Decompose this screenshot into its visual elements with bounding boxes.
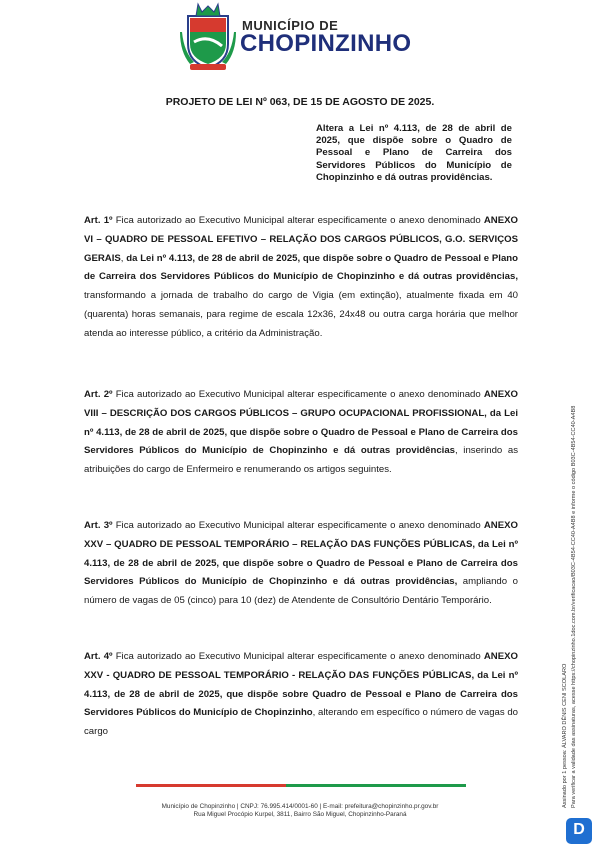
article-4-label: Art. 4º	[84, 651, 113, 662]
brand-small-text: MUNICÍPIO DE	[242, 18, 339, 33]
1doc-badge-icon	[566, 818, 592, 844]
article-4-bold-1: ANEXO XXV - QUADRO DE PESSOAL TEMPORÁRIO - RELAÇÃO DAS FUNÇÕES PÚBLICAS, da Lei nº 4.113, de 28 de abril de 2025, que dispõe sobre Quadro de Pessoal e Plano de Carreira dos Servidores Públicos do Município de Chopinzinho	[84, 651, 518, 719]
article-1-bold-2: da Lei nº 4.113, de 28 de abril de 2025, que dispõe sobre o Quadro de Pessoal e Plano de Carreira dos Servidores Públicos do Município de Chopinzinho e dá outras providências,	[84, 252, 518, 283]
article-2-text-1: Fica autorizado ao Executivo Municipal alterar especificamente o anexo denominado	[112, 389, 484, 400]
document-title: PROJETO DE LEI Nº 063, DE 15 DE AGOSTO DE 2025.	[165, 96, 435, 108]
header	[180, 2, 440, 72]
article-4-text-2: , alterando em específico o número de vagas do cargo	[84, 707, 518, 738]
brand-name: CHOPINZINHO	[240, 30, 412, 57]
article-1-bold-1: ANEXO VI – QUADRO DE PESSOAL EFETIVO – RELAÇÃO DOS CARGOS PÚBLICOS, G.O. SERVIÇOS GERAIS	[84, 215, 518, 264]
verification-link[interactable]: Para verificar a validade das assinaturas, acesse https://chopinzinho.1doc.com.br/verificacao/B03C-4B54-CC40-A4B8 e informe o código B03C-4B54-CC40-A4B8	[571, 405, 577, 808]
article-2-bold-1: ANEXO VIII – DESCRIÇÃO DOS CARGOS PÚBLICOS – GRUPO OCUPACIONAL PROFISSIONAL, da Lei nº 4.113, de 28 de abril de 2025, que dispõe sobre o Quadro de Pessoal e Plano de Carreira dos Servidores Públicos do Município de Chopinzinho e dá outras providências	[84, 389, 518, 457]
municipal-crest-icon	[180, 2, 236, 72]
article-3-bold-1: ANEXO XXV – QUADRO DE PESSOAL TEMPORÁRIO – RELAÇÃO DAS FUNÇÕES PÚBLICAS, da Lei nº 4.113, de 28 de abril de 2025, que dispõe sobre o Quadro de Pessoal e Plano de Carreira dos Servidores Públicos do Município de Chopinzinho e dá outras providências,	[84, 520, 518, 588]
footer-divider	[136, 784, 466, 788]
footer-line-2: Rua Miguel Procópio Kurpel, 3811, Bairro São Miguel, Chopinzinho-Paraná	[193, 811, 407, 819]
signature-sidebar	[554, 268, 594, 808]
article-1-text-3: transformando a jornada de trabalho do cargo de Vigia (em extinção), atualmente fixada em 40 (quarenta) horas semanais, para regime de escala 12x36, 24x48 ou outra carga horária que melhor atenda ao interesse público, a critério da Administração.	[84, 290, 518, 339]
footer	[0, 803, 600, 819]
article-4	[84, 648, 518, 742]
article-2	[84, 386, 518, 480]
article-3-label: Art. 3º	[84, 520, 113, 531]
article-2-label: Art. 2º	[84, 389, 113, 400]
ementa: Altera a Lei nº 4.113, de 28 de abril de 2025, que dispõe sobre o Quadro de Pessoal e Plano de Carreira dos Servidores Públicos do Município de Chopinzinho e dá outras providências.	[316, 123, 512, 183]
article-1-text-2: ,	[120, 252, 127, 264]
article-3-text-1: Fica autorizado ao Executivo Municipal alterar especificamente o anexo denominado	[112, 520, 484, 531]
article-3	[84, 517, 518, 611]
article-4-text-1: Fica autorizado ao Executivo Municipal alterar especificamente o anexo denominado	[112, 651, 484, 662]
article-1-text-1: Fica autorizado ao Executivo Municipal alterar especificamente o anexo denominado	[112, 215, 484, 226]
badge-label: D	[573, 821, 585, 838]
article-1-label: Art. 1º	[84, 215, 113, 226]
article-3-text-2: ampliando o número de vagas de 05 (cinco) para 10 (dez) de Atendente de Consultório Dentário Temporário.	[84, 576, 518, 607]
article-2-text-2: , inserindo as atribuições do cargo de Enfermeiro e renumerando os artigos seguintes.	[84, 445, 519, 476]
signed-by-text: Assinado por 1 pessoa: ÁLVARO DÊNIS CENI SCOLARO	[562, 663, 568, 808]
footer-line-1: Município de Chopinzinho | CNPJ: 76.995.414/0001-60 | E-mail: prefeitura@chopinzinho.pr.gov.br	[161, 803, 439, 810]
article-1	[84, 212, 518, 344]
